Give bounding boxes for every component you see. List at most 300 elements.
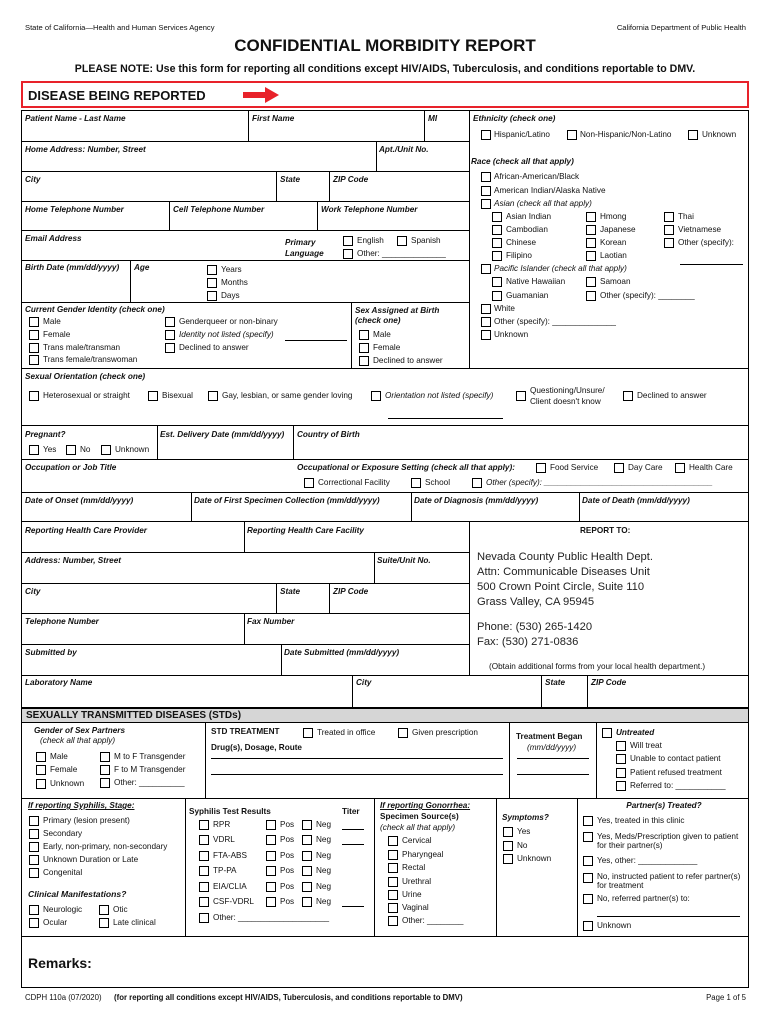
mi-label: MI	[428, 114, 438, 123]
symptom-option: Unknown	[517, 854, 552, 863]
test-pos-checkbox[interactable]	[266, 882, 276, 892]
test-pos-checkbox[interactable]	[266, 820, 276, 830]
death-date-label: Date of Death (mm/dd/yyyy)	[582, 496, 690, 505]
asian-option: Asian Indian	[506, 212, 552, 221]
chinese-checkbox[interactable]	[492, 238, 502, 248]
race-asian-checkbox[interactable]	[481, 199, 491, 209]
correctional-checkbox[interactable]	[304, 478, 314, 488]
pregnant-option: Unknown	[115, 445, 150, 454]
gender-option: Female	[43, 330, 71, 339]
report-to-phone: Phone: (530) 265-1420	[477, 621, 593, 633]
race-option: American Indian/Alaska Native	[494, 186, 606, 195]
setting-option: Health Care	[689, 463, 733, 472]
stage-option: Unknown Duration or Late	[43, 855, 139, 864]
test-neg-checkbox[interactable]	[302, 820, 312, 830]
last-name-label: Patient Name - Last Name	[25, 114, 126, 123]
std-header	[22, 709, 748, 723]
symptom-option: No	[517, 841, 528, 850]
date-submitted-label: Date Submitted (mm/dd/yyyy)	[284, 648, 400, 657]
test-name: EIA/CLIA	[213, 882, 247, 891]
ethnicity-label: Ethnicity (check one)	[473, 114, 556, 123]
pos-label: Pos	[280, 866, 295, 875]
please-note: PLEASE NOTE: Use this form for reporting all conditions except HIV/AIDS, Tuberculosis, and conditions reportable to DMV.	[74, 63, 696, 75]
stage-late-checkbox[interactable]	[29, 855, 39, 865]
stage-option: Early, non-primary, non-secondary	[43, 842, 168, 851]
age-years-checkbox[interactable]	[207, 265, 217, 275]
source-rectal-checkbox[interactable]	[388, 863, 398, 873]
race-option: White	[494, 304, 515, 313]
asian-option: Other (specify):	[678, 238, 734, 247]
pregnant-no-checkbox[interactable]	[66, 445, 76, 455]
test-other-label: Other: ____________________	[213, 913, 330, 922]
orientation-hetero-checkbox[interactable]	[29, 391, 39, 401]
drug-line[interactable]	[211, 758, 503, 759]
ethnicity-option: Non-Hispanic/Non-Latino	[580, 130, 672, 139]
pacific-option: Guamanian	[506, 291, 549, 300]
std-treatment-label: STD TREATMENT	[211, 727, 280, 736]
pos-label: Pos	[280, 851, 295, 860]
test-pos-checkbox[interactable]	[266, 851, 276, 861]
sex-declined-checkbox[interactable]	[359, 356, 369, 366]
provider-address-label: Address: Number, Street	[25, 556, 122, 565]
test-name: CSF-VDRL	[213, 897, 254, 906]
asian-option: Chinese	[506, 238, 537, 247]
gender-option: Trans female/transwoman	[43, 355, 138, 364]
provider-state-label: State	[280, 587, 301, 596]
titer-field[interactable]	[342, 829, 364, 830]
race-option: African-American/Black	[494, 172, 580, 181]
pt-other-checkbox[interactable]	[583, 856, 593, 866]
specimen-date-label: Date of First Specimen Collection (mm/dd/yyyy)	[194, 496, 380, 505]
page-number: Page 1 of 5	[706, 993, 746, 1002]
setting-other-checkbox[interactable]	[472, 478, 482, 488]
sex-male-checkbox[interactable]	[359, 330, 369, 340]
hmong-checkbox[interactable]	[586, 212, 596, 222]
test-name: RPR	[213, 820, 231, 829]
form-title: CONFIDENTIAL MORBIDITY REPORT	[234, 36, 536, 55]
language-other-checkbox[interactable]	[343, 249, 353, 259]
untreated-option: Patient refused treatment	[630, 768, 722, 777]
cell-phone-label: Cell Telephone Number	[173, 205, 265, 214]
lab-zip-label: ZIP Code	[591, 678, 627, 687]
treatment-date-line[interactable]	[517, 774, 589, 775]
gender-specify-field[interactable]	[285, 340, 347, 341]
korean-checkbox[interactable]	[586, 238, 596, 248]
obtain-forms-note: (Obtain additional forms from your local health department.)	[489, 662, 706, 671]
lab-name-label: Laboratory Name	[25, 678, 93, 687]
symptoms-yes-checkbox[interactable]	[503, 827, 513, 837]
sex-option: Declined to answer	[373, 356, 443, 365]
race-american-indian-checkbox[interactable]	[481, 186, 491, 196]
report-to-line: Grass Valley, CA 95945	[477, 596, 595, 608]
orientation-option: Questioning/Unsure/ Client doesn't know	[530, 386, 605, 406]
thai-checkbox[interactable]	[664, 212, 674, 222]
specimen-sources-sub: (check all that apply)	[380, 823, 456, 832]
source-pharyngeal-checkbox[interactable]	[388, 850, 398, 860]
birth-date-label: Birth Date (mm/dd/yyyy)	[25, 263, 120, 272]
source-option: Cervical	[402, 836, 432, 845]
age-label: Age	[134, 263, 150, 272]
orientation-option: Declined to answer	[637, 391, 707, 400]
orientation-option: Gay, lesbian, or same gender loving	[222, 391, 353, 400]
pacific-option: Samoan	[600, 277, 631, 286]
drug-line[interactable]	[211, 774, 503, 775]
test-checkbox[interactable]	[199, 866, 209, 876]
pt-option: Yes, other: _____________	[597, 856, 698, 865]
test-name: VDRL	[213, 835, 235, 844]
race-pacific-checkbox[interactable]	[481, 264, 491, 274]
symptom-option: Yes	[517, 827, 531, 836]
test-neg-checkbox[interactable]	[302, 882, 312, 892]
age-months-checkbox[interactable]	[207, 278, 217, 288]
ethnicity-option: Unknown	[702, 130, 737, 139]
gender-option: Trans male/transman	[43, 343, 121, 352]
asian-other-checkbox[interactable]	[664, 238, 674, 248]
language-option: Spanish	[411, 236, 441, 245]
race-unknown-checkbox[interactable]	[481, 330, 491, 340]
race-option: Unknown	[494, 330, 529, 339]
late-clinical-checkbox[interactable]	[99, 918, 109, 928]
asian-other-field[interactable]	[680, 264, 743, 265]
race-other-checkbox[interactable]	[481, 317, 491, 327]
untreated-option: Will treat	[630, 741, 662, 750]
suite-label: Suite/Unit No.	[377, 556, 431, 565]
will-treat-checkbox[interactable]	[616, 741, 626, 751]
given-rx-checkbox[interactable]	[398, 728, 408, 738]
pos-label: Pos	[280, 835, 295, 844]
partners-gender-sub: (check all that apply)	[40, 736, 116, 745]
neg-label: Neg	[316, 851, 332, 860]
stage-primary-checkbox[interactable]	[29, 816, 39, 826]
gender-transfemale-checkbox[interactable]	[29, 355, 39, 365]
asian-option: Korean	[600, 238, 627, 247]
test-checkbox[interactable]	[199, 897, 209, 907]
ethnicity-option: Hispanic/Latino	[494, 130, 550, 139]
titer-field[interactable]	[342, 906, 364, 907]
asian-option: Hmong	[600, 212, 627, 221]
gender-not-listed-checkbox[interactable]	[165, 330, 175, 340]
neg-label: Neg	[316, 882, 332, 891]
specimen-sources-label: Specimen Source(s)	[380, 812, 459, 821]
age-unit: Years	[221, 265, 242, 274]
std-section-title: SEXUALLY TRANSMITTED DISEASES (STDs)	[26, 710, 242, 721]
gender-option: Identity not listed (specify)	[179, 330, 274, 339]
pt-clinic-checkbox[interactable]	[583, 816, 593, 826]
orientation-option: Orientation not listed (specify)	[385, 391, 494, 400]
stage-congenital-checkbox[interactable]	[29, 868, 39, 878]
source-vaginal-checkbox[interactable]	[388, 903, 398, 913]
stage-option: Congenital	[43, 868, 83, 877]
source-option: Rectal	[402, 863, 426, 872]
neg-label: Neg	[316, 835, 332, 844]
disease-field[interactable]	[21, 81, 749, 108]
form-number: CDPH 110a (07/2020)	[25, 993, 102, 1002]
partner-option: M to F Transgender	[114, 752, 186, 761]
day-care-checkbox[interactable]	[614, 463, 624, 473]
primary-language-label: Primary Language	[285, 238, 324, 258]
asian-option: Cambodian	[506, 225, 548, 234]
provider-phone-label: Telephone Number	[25, 617, 99, 626]
language-option: Other: ______________	[357, 249, 446, 258]
test-name: TP-PA	[213, 866, 237, 875]
partner-mtf-checkbox[interactable]	[100, 752, 110, 762]
pregnant-yes-checkbox[interactable]	[29, 445, 39, 455]
english-checkbox[interactable]	[343, 236, 353, 246]
treated-office-checkbox[interactable]	[303, 728, 313, 738]
test-neg-checkbox[interactable]	[302, 851, 312, 861]
test-checkbox[interactable]	[199, 820, 209, 830]
lab-city-label: City	[356, 678, 372, 687]
titer-field[interactable]	[342, 844, 364, 845]
home-phone-label: Home Telephone Number	[25, 205, 124, 214]
health-care-checkbox[interactable]	[675, 463, 685, 473]
test-pos-checkbox[interactable]	[266, 835, 276, 845]
submitted-by-label: Submitted by	[25, 648, 77, 657]
vietnamese-checkbox[interactable]	[664, 225, 674, 235]
symptoms-unknown-checkbox[interactable]	[503, 854, 513, 864]
treatment-option: Treated in office	[317, 728, 376, 737]
asian-option: Filipino	[506, 251, 532, 260]
orientation-bisexual-checkbox[interactable]	[148, 391, 158, 401]
sex-option: Female	[373, 343, 401, 352]
stage-secondary-checkbox[interactable]	[29, 829, 39, 839]
race-option: Pacific Islander (check all that apply)	[494, 264, 627, 273]
manifest-option: Late clinical	[113, 918, 156, 927]
zip-label: ZIP Code	[333, 175, 369, 184]
age-days-checkbox[interactable]	[207, 291, 217, 301]
otic-checkbox[interactable]	[99, 905, 109, 915]
pt-option: Unknown	[597, 921, 632, 930]
first-name-label: First Name	[252, 114, 295, 123]
source-other-checkbox[interactable]	[388, 916, 398, 926]
setting-option: School	[425, 478, 451, 487]
orientation-gay-checkbox[interactable]	[208, 391, 218, 401]
gender-option: Male	[43, 317, 61, 326]
department-text: California Department of Public Health	[616, 23, 746, 32]
asian-option: Japanese	[600, 225, 636, 234]
gender-transmale-checkbox[interactable]	[29, 343, 39, 353]
untreated-option: Referred to: ___________	[630, 781, 726, 790]
partner-option: Other: __________	[114, 778, 185, 787]
onset-date-label: Date of Onset (mm/dd/yyyy)	[25, 496, 134, 505]
country-of-birth-label: Country of Birth	[297, 430, 360, 439]
gender-option: Declined to answer	[179, 343, 249, 352]
test-neg-checkbox[interactable]	[302, 897, 312, 907]
referred-checkbox[interactable]	[616, 781, 626, 791]
asian-indian-checkbox[interactable]	[492, 212, 502, 222]
ethnicity-hispanic-checkbox[interactable]	[481, 130, 491, 140]
pt-meds-checkbox[interactable]	[583, 832, 593, 842]
source-urine-checkbox[interactable]	[388, 890, 398, 900]
manifest-option: Neurologic	[43, 905, 83, 914]
remarks-field[interactable]	[22, 937, 748, 987]
refused-checkbox[interactable]	[616, 768, 626, 778]
symptoms-no-checkbox[interactable]	[503, 841, 513, 851]
patient-section	[21, 110, 749, 708]
partner-option: Male	[50, 752, 68, 761]
setting-option: Food Service	[550, 463, 599, 472]
laotian-checkbox[interactable]	[586, 251, 596, 261]
pos-label: Pos	[280, 882, 295, 891]
test-other-checkbox[interactable]	[199, 913, 209, 923]
pt-referred-checkbox[interactable]	[583, 894, 593, 904]
untreated-label: Untreated	[616, 728, 655, 737]
source-option: Pharyngeal	[402, 850, 444, 859]
manifest-option: Otic	[113, 905, 128, 914]
sex-option: Male	[373, 330, 391, 339]
japanese-checkbox[interactable]	[586, 225, 596, 235]
neurologic-checkbox[interactable]	[29, 905, 39, 915]
source-option: Urethral	[402, 877, 432, 886]
drugs-label: Drug(s), Dosage, Route	[211, 743, 302, 752]
remarks-label: Remarks:	[28, 955, 92, 971]
partner-ftm-checkbox[interactable]	[100, 765, 110, 775]
report-to-line: Attn: Communicable Diseases Unit	[477, 566, 650, 578]
pregnant-option: No	[80, 445, 91, 454]
report-to-fax: Fax: (530) 271-0836	[477, 636, 579, 648]
unable-contact-checkbox[interactable]	[616, 754, 626, 764]
pt-referred-field[interactable]	[597, 916, 740, 917]
neg-label: Neg	[316, 866, 332, 875]
test-pos-checkbox[interactable]	[266, 897, 276, 907]
agency-text: State of California—Health and Human Services Agency	[25, 23, 215, 32]
home-address-label: Home Address: Number, Street	[25, 145, 146, 154]
lab-state-label: State	[545, 678, 566, 687]
pos-label: Pos	[280, 897, 295, 906]
source-option: Urine	[402, 890, 422, 899]
stage-option: Primary (lesion present)	[43, 816, 130, 825]
orientation-specify-field[interactable]	[388, 418, 503, 419]
setting-option: Other (specify): _____________________________________	[486, 478, 713, 487]
test-neg-checkbox[interactable]	[302, 866, 312, 876]
arrow-right-icon	[243, 87, 281, 103]
food-service-checkbox[interactable]	[536, 463, 546, 473]
filipino-checkbox[interactable]	[492, 251, 502, 261]
orientation-questioning-checkbox[interactable]	[516, 391, 526, 401]
orientation-declined-checkbox[interactable]	[623, 391, 633, 401]
work-phone-label: Work Telephone Number	[321, 205, 418, 214]
pacific-other-checkbox[interactable]	[586, 291, 596, 301]
treatment-date-line[interactable]	[517, 758, 589, 759]
provider-city-label: City	[25, 587, 41, 596]
ethnicity-non-hispanic-checkbox[interactable]	[567, 130, 577, 140]
provider-zip-label: ZIP Code	[333, 587, 369, 596]
race-option: Other (specify): ______________	[494, 317, 616, 326]
test-checkbox[interactable]	[199, 851, 209, 861]
gender-declined-checkbox[interactable]	[165, 343, 175, 353]
partner-option: F to M Transgender	[114, 765, 186, 774]
orientation-not-listed-checkbox[interactable]	[371, 391, 381, 401]
sex-female-checkbox[interactable]	[359, 343, 369, 353]
gender-genderqueer-checkbox[interactable]	[165, 317, 175, 327]
city-label: City	[25, 175, 41, 184]
pt-unknown-checkbox[interactable]	[583, 921, 593, 931]
source-urethral-checkbox[interactable]	[388, 877, 398, 887]
partners-treated-label: Partner(s) Treated?	[626, 801, 702, 810]
test-name: FTA-ABS	[213, 851, 247, 860]
partner-other-checkbox[interactable]	[100, 778, 110, 788]
pt-option: Yes, treated in this clinic	[597, 816, 685, 825]
email-label: Email Address	[25, 234, 82, 243]
pt-option: Yes, Meds/Prescription given to patient for their partner(s)	[597, 832, 739, 850]
clinical-manifestations-label: Clinical Manifestations?	[28, 889, 127, 899]
school-checkbox[interactable]	[411, 478, 421, 488]
pacific-option: Other (specify): ________	[600, 291, 695, 300]
partner-option: Unknown	[50, 779, 85, 788]
partner-male-checkbox[interactable]	[36, 752, 46, 762]
untreated-option: Unable to contact patient	[630, 754, 721, 763]
gender-label: Current Gender Identity (check one)	[25, 305, 165, 314]
pacific-option: Native Hawaiian	[506, 277, 566, 286]
language-option: English	[357, 236, 384, 245]
report-to-line: Nevada County Public Health Dept.	[477, 551, 653, 563]
ethnicity-unknown-checkbox[interactable]	[688, 130, 698, 140]
test-checkbox[interactable]	[199, 835, 209, 845]
asian-option: Laotian	[600, 251, 627, 260]
pt-instructed-checkbox[interactable]	[583, 873, 593, 883]
test-results-label: Syphilis Test Results	[189, 807, 271, 816]
partner-female-checkbox[interactable]	[36, 765, 46, 775]
pregnant-unknown-checkbox[interactable]	[101, 445, 111, 455]
stage-option: Secondary	[43, 829, 83, 838]
test-checkbox[interactable]	[199, 882, 209, 892]
gender-male-checkbox[interactable]	[29, 317, 39, 327]
titer-label: Titer	[342, 807, 360, 816]
gender-female-checkbox[interactable]	[29, 330, 39, 340]
gonorrhea-label: If reporting Gonorrhea:	[380, 801, 471, 810]
ocular-checkbox[interactable]	[29, 918, 39, 928]
untreated-checkbox[interactable]	[602, 728, 612, 738]
partners-gender-label: Gender of Sex Partners	[34, 726, 126, 735]
pregnant-label: Pregnant?	[25, 430, 66, 439]
guamanian-checkbox[interactable]	[492, 291, 502, 301]
provider-label: Reporting Health Care Provider	[25, 526, 147, 535]
orientation-label: Sexual Orientation (check one)	[25, 372, 146, 381]
spanish-checkbox[interactable]	[397, 236, 407, 246]
partner-option: Female	[50, 765, 78, 774]
asian-option: Thai	[678, 212, 694, 221]
treatment-began-sub: (mm/dd/yyyy)	[527, 743, 577, 752]
stage-early-checkbox[interactable]	[29, 842, 39, 852]
treatment-began-label: Treatment Began	[516, 732, 583, 741]
age-unit: Months	[221, 278, 248, 287]
partner-unknown-checkbox[interactable]	[36, 779, 46, 789]
race-white-checkbox[interactable]	[481, 304, 491, 314]
source-option: Other: ________	[402, 916, 464, 925]
treatment-option: Given prescription	[412, 728, 478, 737]
provider-fax-label: Fax Number	[247, 617, 295, 626]
neg-label: Neg	[316, 897, 332, 906]
gender-option: Genderqueer or non-binary	[179, 317, 278, 326]
setting-option: Correctional Facility	[318, 478, 390, 487]
cambodian-checkbox[interactable]	[492, 225, 502, 235]
test-pos-checkbox[interactable]	[266, 866, 276, 876]
native-hawaiian-checkbox[interactable]	[492, 277, 502, 287]
pt-option: No, referred partner(s) to:	[597, 894, 690, 903]
age-unit: Days	[221, 291, 240, 300]
diagnosis-date-label: Date of Diagnosis (mm/dd/yyyy)	[414, 496, 539, 505]
race-african-checkbox[interactable]	[481, 172, 491, 182]
orientation-option: Heterosexual or straight	[43, 391, 130, 400]
test-neg-checkbox[interactable]	[302, 835, 312, 845]
samoan-checkbox[interactable]	[586, 277, 596, 287]
source-cervical-checkbox[interactable]	[388, 836, 398, 846]
race-option: Asian (check all that apply)	[494, 199, 592, 208]
apt-label: Apt./Unit No.	[379, 145, 429, 154]
setting-option: Day Care	[628, 463, 663, 472]
symptoms-label: Symptoms?	[502, 813, 549, 822]
exposure-setting-label: Occupational or Exposure Setting (check all that apply):	[297, 463, 515, 472]
